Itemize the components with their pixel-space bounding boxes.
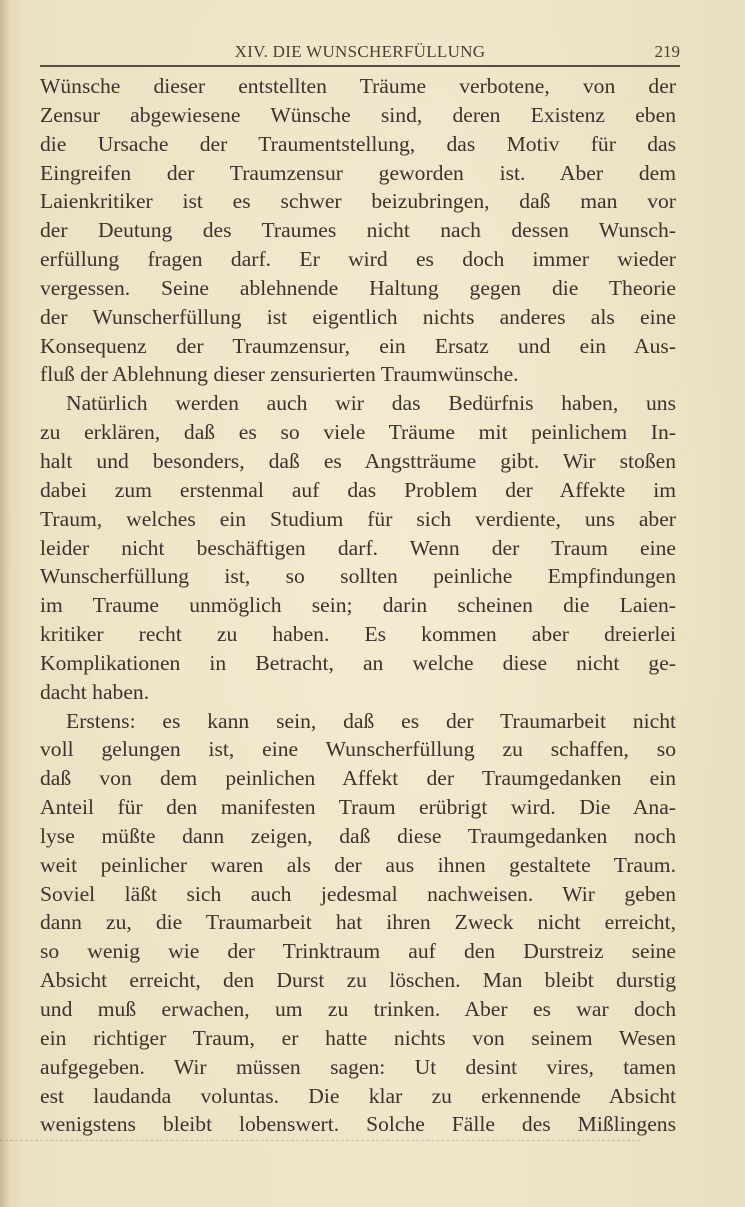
text-line: daß von dem peinlichen Affekt der Traumgedanken ein <box>40 766 676 791</box>
text-line: Natürlich werden auch wir das Bedürfnis haben, uns <box>66 391 676 416</box>
gutter-shadow <box>0 0 10 1207</box>
text-line: halt und besonders, daß es Angstträume gibt. Wir stoßen <box>40 448 676 473</box>
text-line: zu erklären, daß es so viele Träume mit peinlichem In- <box>40 420 676 445</box>
text-line: Anteil für den manifesten Traum erübrigt wird. Die Ana- <box>40 795 676 820</box>
text-line: Wunscherfüllung ist, so sollten peinliche Empfindungen <box>40 564 676 589</box>
text-line: die Ursache der Traumentstellung, das Motiv für das <box>40 131 676 156</box>
text-line: ein richtiger Traum, er hatte nichts von seinem Wesen <box>40 1025 676 1050</box>
text-line: weit peinlicher waren als der aus ihnen gestaltete Traum. <box>40 852 676 877</box>
text-line: Komplikationen in Betracht, an welche diese nicht ge- <box>40 650 676 675</box>
text-line: wenigstens bleibt lobenswert. Solche Fälle des Mißlingens <box>40 1112 676 1137</box>
text-line: Soviel läßt sich auch jedesmal nachweisen. Wir geben <box>40 881 676 906</box>
running-header <box>40 38 680 64</box>
text-line: erfüllung fragen darf. Er wird es doch immer wieder <box>40 247 676 272</box>
text-line: Eingreifen der Traumzensur geworden ist. Aber dem <box>40 160 676 185</box>
text-line: leider nicht beschäftigen darf. Wenn der Traum eine <box>40 535 676 560</box>
text-line: voll gelungen ist, eine Wunscherfüllung zu schaffen, so <box>40 737 676 762</box>
text-line: Konsequenz der Traumzensur, ein Ersatz und ein Aus- <box>40 333 676 358</box>
text-line: vergessen. Seine ablehnende Haltung gegen die Theorie <box>40 275 676 300</box>
text-line: Erstens: es kann sein, daß es der Traumarbeit nicht <box>66 708 676 733</box>
body-text <box>40 72 676 1139</box>
text-line: lyse müßte dann zeigen, daß diese Traumgedanken noch <box>40 823 676 848</box>
page-speckle <box>0 1140 640 1143</box>
text-line: dann zu, die Traumarbeit hat ihren Zweck nicht erreicht, <box>40 910 676 935</box>
chapter-title: XIV. DIE WUNSCHERFÜLLUNG <box>234 42 486 61</box>
page-number: 219 <box>654 42 680 61</box>
text-line: dacht haben. <box>40 679 150 704</box>
text-line: dabei zum erstenmal auf das Problem der Affekte im <box>40 477 676 502</box>
text-line: Zensur abgewiesene Wünsche sind, deren Existenz eben <box>40 102 676 127</box>
text-line: Laienkritiker ist es schwer beizubringen, daß man vor <box>40 189 676 214</box>
text-line: kritiker recht zu haben. Es kommen aber dreierlei <box>40 622 676 647</box>
text-line: so wenig wie der Trinktraum auf den Durstreiz seine <box>40 939 676 964</box>
text-line: im Traume unmöglich sein; darin scheinen die Laien- <box>40 593 676 618</box>
text-line: und muß erwachen, um zu trinken. Aber es war doch <box>40 997 676 1021</box>
text-line: Wünsche dieser entstellten Träume verbotene, von der <box>40 74 676 98</box>
text-line: fluß der Ablehnung dieser zensurierten Traumwünsche. <box>40 362 519 387</box>
text-line: der Deutung des Traumes nicht nach dessen Wunsch- <box>40 218 676 243</box>
header-rule <box>40 65 680 67</box>
text-line: der Wunscherfüllung ist eigentlich nichts anderes als eine <box>40 304 676 329</box>
text-line: est laudanda voluntas. Die klar zu erkennende Absicht <box>40 1083 676 1108</box>
text-line: aufgegeben. Wir müssen sagen: Ut desint vires, tamen <box>40 1054 676 1079</box>
text-line: Absicht erreicht, den Durst zu löschen. Man bleibt durstig <box>40 968 676 993</box>
text-line: Traum, welches ein Studium für sich verdiente, uns aber <box>40 506 676 531</box>
